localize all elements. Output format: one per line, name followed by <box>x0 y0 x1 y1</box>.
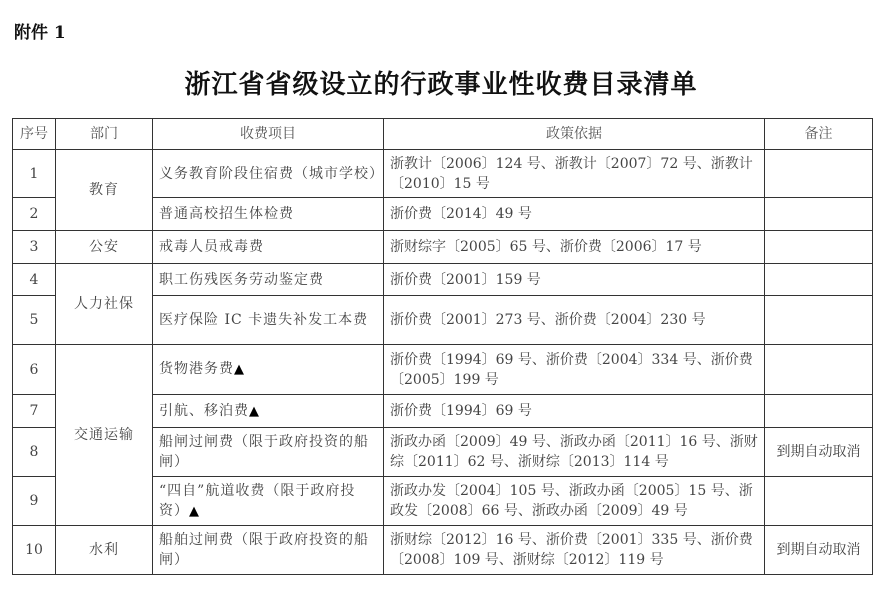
fee-item-cell: 普通高校招生体检费 <box>153 198 384 231</box>
remarks-cell <box>765 231 873 264</box>
col-header-department: 部门 <box>56 119 153 150</box>
department-cell: 公安 <box>56 231 153 264</box>
row-number: 7 <box>13 395 56 428</box>
col-header-policy-basis: 政策依据 <box>384 119 765 150</box>
remarks-cell <box>765 395 873 428</box>
row-number: 4 <box>13 264 56 296</box>
policy-basis-cell: 浙财综〔2012〕16 号、浙价费〔2001〕335 号、浙价费〔2008〕109 号、浙财综〔2012〕119 号 <box>384 526 765 575</box>
policy-basis-cell: 浙政办函〔2009〕49 号、浙政办函〔2011〕16 号、浙财综〔2011〕62 号、浙财综〔2013〕114 号 <box>384 428 765 477</box>
policy-basis-cell: 浙教计〔2006〕124 号、浙教计〔2007〕72 号、浙教计〔2010〕15 号 <box>384 150 765 198</box>
row-number: 9 <box>13 477 56 526</box>
table-row <box>13 526 873 575</box>
fee-catalog-table <box>12 118 873 575</box>
department-cell: 交通运输 <box>56 345 153 526</box>
fee-item-cell: 义务教育阶段住宿费（城市学校） <box>153 150 384 198</box>
remarks-cell: 到期自动取消 <box>765 526 873 575</box>
department-cell: 水利 <box>56 526 153 575</box>
fee-item-text: 引航、移泊费 <box>159 402 249 419</box>
row-number: 3 <box>13 231 56 264</box>
row-number: 1 <box>13 150 56 198</box>
remarks-cell <box>765 296 873 345</box>
triangle-marker-icon: ▲ <box>249 403 260 419</box>
table-row <box>13 345 873 395</box>
fee-item-cell: 船舶过闸费（限于政府投资的船闸） <box>153 526 384 575</box>
row-number: 5 <box>13 296 56 345</box>
remarks-cell <box>765 264 873 296</box>
policy-basis-cell: 浙价费〔1994〕69 号、浙价费〔2004〕334 号、浙价费〔2005〕199 号 <box>384 345 765 395</box>
department-cell: 人力社保 <box>56 264 153 345</box>
table-row <box>13 264 873 296</box>
policy-basis-cell: 浙财综字〔2005〕65 号、浙价费〔2006〕17 号 <box>384 231 765 264</box>
fee-item-cell <box>153 395 384 428</box>
remarks-cell: 到期自动取消 <box>765 428 873 477</box>
remarks-cell <box>765 150 873 198</box>
fee-item-cell: 医疗保险 IC 卡遗失补发工本费 <box>153 296 384 345</box>
fee-item-text: “四自”航道收费（限于政府投资） <box>159 482 356 519</box>
triangle-marker-icon: ▲ <box>189 503 200 519</box>
row-number: 10 <box>13 526 56 575</box>
document-title: 浙江省省级设立的行政事业性收费目录清单 <box>184 70 698 100</box>
policy-basis-cell: 浙价费〔2001〕273 号、浙价费〔2004〕230 号 <box>384 296 765 345</box>
row-number: 2 <box>13 198 56 231</box>
remarks-cell <box>765 345 873 395</box>
department-cell: 教育 <box>56 150 153 231</box>
table-row <box>13 231 873 264</box>
table-row <box>13 150 873 198</box>
triangle-marker-icon: ▲ <box>234 362 245 377</box>
row-number: 8 <box>13 428 56 477</box>
fee-item-cell: 戒毒人员戒毒费 <box>153 231 384 264</box>
table-header-row <box>13 119 873 150</box>
attachment-label: 附件 1 <box>14 23 66 43</box>
policy-basis-cell: 浙价费〔2001〕159 号 <box>384 264 765 296</box>
remarks-cell <box>765 477 873 526</box>
fee-item-cell: 船闸过闸费（限于政府投资的船闸） <box>153 428 384 477</box>
fee-item-cell: 职工伤残医务劳动鉴定费 <box>153 264 384 296</box>
policy-basis-cell: 浙价费〔1994〕69 号 <box>384 395 765 428</box>
fee-item-cell <box>153 477 384 526</box>
policy-basis-cell: 浙政办发〔2004〕105 号、浙政办函〔2005〕15 号、浙政发〔2008〕66 号、浙政办函〔2009〕49 号 <box>384 477 765 526</box>
fee-item-text: 货物港务费 <box>159 361 234 377</box>
col-header-number: 序号 <box>13 119 56 150</box>
fee-item-cell <box>153 345 384 395</box>
col-header-remarks: 备注 <box>765 119 873 150</box>
col-header-fee-item: 收费项目 <box>153 119 384 150</box>
policy-basis-cell: 浙价费〔2014〕49 号 <box>384 198 765 231</box>
remarks-cell <box>765 198 873 231</box>
row-number: 6 <box>13 345 56 395</box>
